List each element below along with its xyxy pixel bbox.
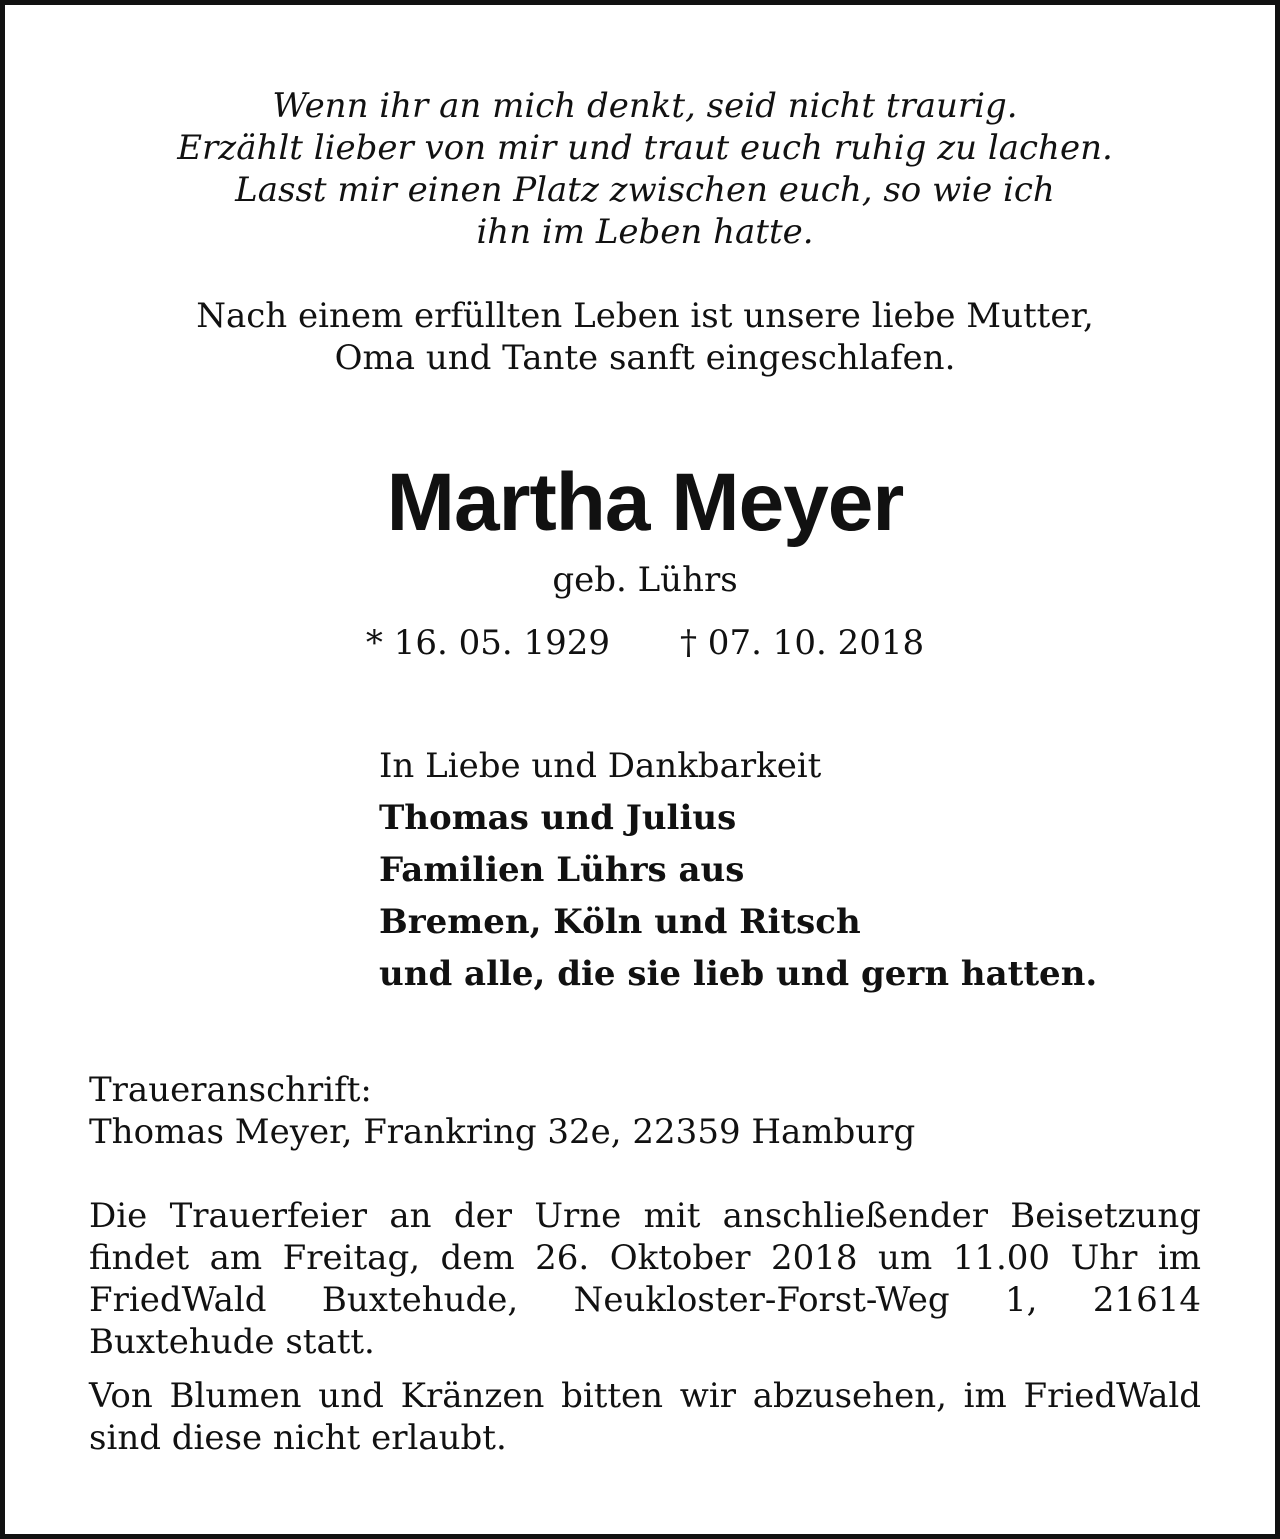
death-announcement bbox=[65, 295, 1225, 379]
address-label: Traueranschrift: bbox=[89, 1070, 372, 1110]
life-dates bbox=[5, 621, 1280, 665]
death-date: † 07. 10. 2018 bbox=[680, 623, 925, 663]
mourner-line: Thomas und Julius bbox=[379, 798, 737, 838]
memorial-poem bbox=[65, 85, 1225, 253]
birth-date: * 16. 05. 1929 bbox=[365, 623, 610, 663]
mourner-line: Familien Lührs aus bbox=[379, 850, 745, 890]
ceremony-notice: Die Trauerfeier an der Urne mit anschließender Beisetzung findet am Freitag, dem 26. Oktober 2018 um 11.00 Uhr im FriedWald Buxtehude, Neukloster-Forst-Weg 1, 21614 Buxtehude statt. bbox=[89, 1196, 1201, 1362]
poem-line: Lasst mir einen Platz zwischen euch, so wie ich bbox=[235, 170, 1055, 210]
maiden-name: geb. Lührs bbox=[552, 560, 738, 600]
flowers-notice: Von Blumen und Kränzen bitten wir abzusehen, im FriedWald sind diese nicht erlaubt. bbox=[89, 1376, 1201, 1458]
mourning-address bbox=[89, 1069, 1209, 1153]
announcement-line: Oma und Tante sanft eingeschlafen. bbox=[334, 338, 956, 378]
deceased-name: Martha Meyer bbox=[386, 457, 904, 548]
mourner-line: Bremen, Köln und Ritsch bbox=[379, 902, 861, 942]
mourner-line: und alle, die sie lieb und gern hatten. bbox=[379, 954, 1098, 994]
poem-line: Erzählt lieber von mir und traut euch ruhig zu lachen. bbox=[177, 128, 1113, 168]
poem-line: Wenn ihr an mich denkt, seid nicht traurig. bbox=[272, 86, 1018, 126]
mourners-intro: In Liebe und Dankbarkeit bbox=[379, 746, 822, 786]
poem-line: ihn im Leben hatte. bbox=[476, 212, 814, 252]
address-value: Thomas Meyer, Frankring 32e, 22359 Hamburg bbox=[89, 1112, 916, 1152]
announcement-line: Nach einem erfüllten Leben ist unsere liebe Mutter, bbox=[196, 296, 1094, 336]
mourners-block bbox=[379, 740, 1239, 1000]
